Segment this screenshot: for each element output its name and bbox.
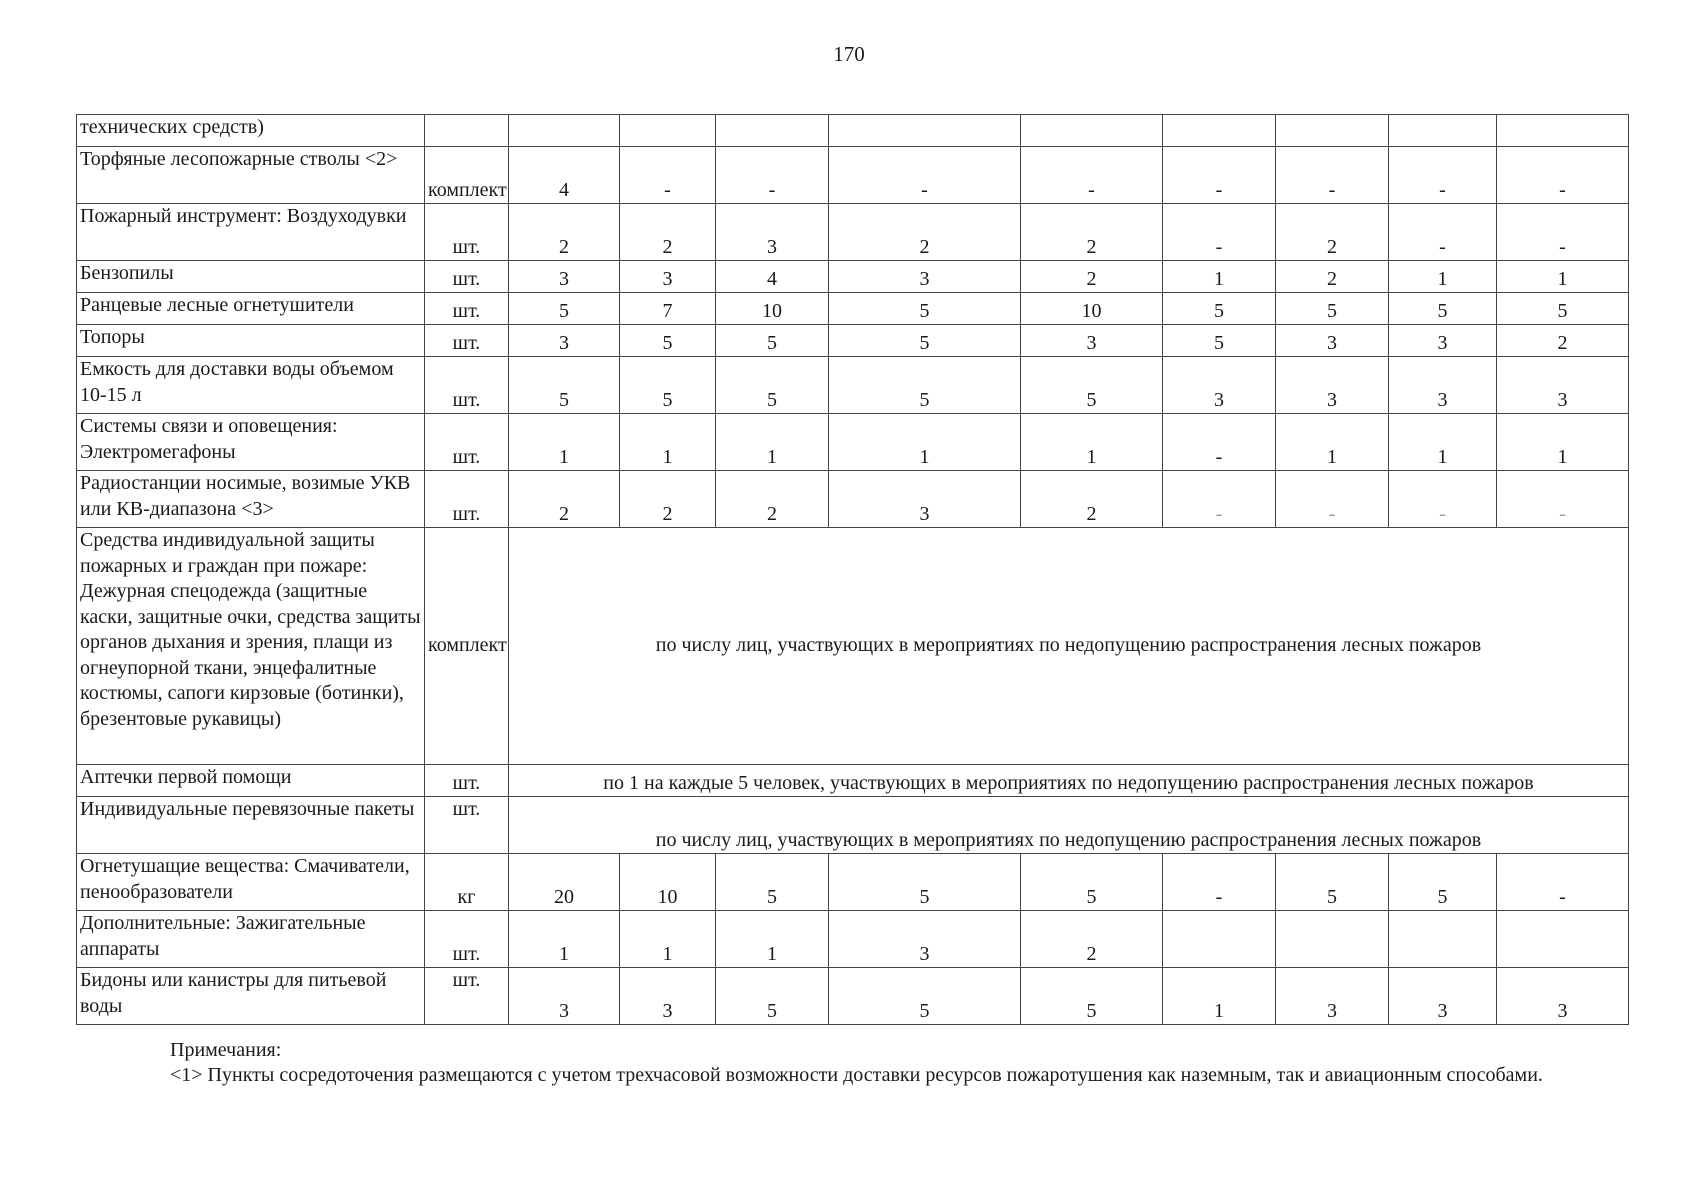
value-cell: - (620, 147, 716, 204)
value-cell: 3 (1497, 968, 1629, 1025)
value-cell: 2 (1021, 261, 1163, 293)
value-cell: 5 (1021, 854, 1163, 911)
value-cell: 5 (1021, 357, 1163, 414)
value-cell: 1 (1389, 261, 1497, 293)
row-unit: шт. (425, 261, 509, 293)
value-cell: 1 (1389, 414, 1497, 471)
value-cell (509, 115, 620, 147)
value-cell: - (1163, 147, 1276, 204)
row-name: Пожарный инструмент: Воздуходувки (77, 204, 425, 261)
notes-heading: Примечания: (170, 1039, 282, 1061)
row-unit: шт. (425, 204, 509, 261)
value-cell: 5 (829, 357, 1021, 414)
table-row (77, 261, 1629, 293)
row-name: Емкость для доставки воды объемом 10-15 л (77, 357, 425, 414)
row-unit: шт. (425, 797, 509, 854)
page-number: 170 (833, 42, 865, 66)
value-cell: 2 (1276, 204, 1389, 261)
value-cell: 5 (716, 854, 829, 911)
value-cell: 3 (1276, 357, 1389, 414)
value-cell: 5 (1163, 325, 1276, 357)
value-cell: - (1163, 471, 1276, 528)
row-unit: комплект (425, 528, 509, 765)
table-row (77, 797, 1629, 854)
value-cell: 5 (1276, 854, 1389, 911)
value-cell: 5 (716, 325, 829, 357)
row-name: Дополнительные: Зажигательные аппараты (77, 911, 425, 968)
value-cell (1021, 115, 1163, 147)
value-cell: 3 (620, 261, 716, 293)
value-cell: 1 (1163, 968, 1276, 1025)
table-row (77, 471, 1629, 528)
value-cell: - (1389, 147, 1497, 204)
value-cell: 2 (1497, 325, 1629, 357)
value-cell (1276, 911, 1389, 968)
value-cell: 3 (829, 911, 1021, 968)
value-cell: 5 (829, 854, 1021, 911)
value-cell: 3 (1389, 968, 1497, 1025)
value-cell: 3 (509, 968, 620, 1025)
value-cell: 2 (1021, 204, 1163, 261)
value-cell: 3 (829, 471, 1021, 528)
row-unit: шт. (425, 293, 509, 325)
value-cell (620, 115, 716, 147)
row-name: Аптечки первой помощи (77, 765, 425, 797)
notes (114, 1038, 1594, 1088)
row-unit: шт. (425, 414, 509, 471)
row-name: Бензопилы (77, 261, 425, 293)
row-name: Огнетушащие вещества: Смачиватели, пенообразователи (77, 854, 425, 911)
row-name: Индивидуальные перевязочные пакеты (77, 797, 425, 854)
value-cell: - (1163, 204, 1276, 261)
value-cell: 1 (509, 911, 620, 968)
table-row (77, 414, 1629, 471)
row-unit: шт. (425, 357, 509, 414)
equipment-table (76, 114, 1629, 1025)
value-cell: 4 (509, 147, 620, 204)
row-unit: кг (425, 854, 509, 911)
value-cell (716, 115, 829, 147)
value-cell: 1 (1497, 261, 1629, 293)
value-cell: - (1389, 204, 1497, 261)
value-cell: 1 (1021, 414, 1163, 471)
value-cell: 5 (1163, 293, 1276, 325)
value-cell (1497, 911, 1629, 968)
value-cell: 7 (620, 293, 716, 325)
value-cell: 2 (1276, 261, 1389, 293)
table-row (77, 325, 1629, 357)
value-cell: 3 (509, 261, 620, 293)
value-cell (1163, 911, 1276, 968)
value-cell: 3 (1389, 357, 1497, 414)
value-cell: 4 (716, 261, 829, 293)
value-cell: - (1389, 471, 1497, 528)
value-cell: 5 (1497, 293, 1629, 325)
row-name: Радиостанции носимые, возимые УКВ или КВ-диапазона <3> (77, 471, 425, 528)
note-1: <1> Пункты сосредоточения размещаются с учетом трехчасовой возможности доставки ресурсов пожаротушения как наземным, так и авиационным способами. (170, 1064, 1543, 1086)
value-cell: - (1276, 147, 1389, 204)
value-cell: 3 (1021, 325, 1163, 357)
value-cell: - (829, 147, 1021, 204)
value-cell: 5 (716, 357, 829, 414)
span-note: по 1 на каждые 5 человек, участвующих в мероприятиях по недопущению распространения лесных пожаров (509, 765, 1629, 797)
value-cell: 5 (1389, 293, 1497, 325)
row-name: Торфяные лесопожарные стволы <2> (77, 147, 425, 204)
row-unit (425, 115, 509, 147)
value-cell: - (1021, 147, 1163, 204)
value-cell: 5 (829, 968, 1021, 1025)
value-cell: 5 (1276, 293, 1389, 325)
value-cell: 2 (1021, 471, 1163, 528)
value-cell: 1 (716, 414, 829, 471)
value-cell: - (1497, 854, 1629, 911)
value-cell: 3 (509, 325, 620, 357)
table-body (77, 115, 1629, 1025)
row-unit: шт. (425, 911, 509, 968)
table-row (77, 357, 1629, 414)
value-cell: - (1163, 414, 1276, 471)
value-cell: 3 (1163, 357, 1276, 414)
value-cell (1497, 115, 1629, 147)
value-cell (1276, 115, 1389, 147)
table-row (77, 115, 1629, 147)
value-cell: 2 (829, 204, 1021, 261)
value-cell: 3 (1389, 325, 1497, 357)
value-cell: - (1497, 471, 1629, 528)
value-cell: - (716, 147, 829, 204)
value-cell: 3 (716, 204, 829, 261)
value-cell: 5 (620, 325, 716, 357)
value-cell: 1 (1497, 414, 1629, 471)
table-row (77, 204, 1629, 261)
value-cell: 5 (1021, 968, 1163, 1025)
table-row (77, 528, 1629, 765)
table-row (77, 765, 1629, 797)
value-cell: 1 (829, 414, 1021, 471)
row-unit: комплект (425, 147, 509, 204)
value-cell: 5 (620, 357, 716, 414)
table-row (77, 911, 1629, 968)
row-unit: шт. (425, 471, 509, 528)
row-unit: шт. (425, 765, 509, 797)
row-name: Системы связи и оповещения: Электромегафоны (77, 414, 425, 471)
value-cell: 1 (509, 414, 620, 471)
row-name: Топоры (77, 325, 425, 357)
row-name: технических средств) (77, 115, 425, 147)
row-name: Бидоны или канистры для питьевой воды (77, 968, 425, 1025)
value-cell: 1 (1163, 261, 1276, 293)
table-row (77, 147, 1629, 204)
value-cell: 5 (1389, 854, 1497, 911)
value-cell: 5 (509, 357, 620, 414)
value-cell: 1 (620, 414, 716, 471)
row-name: Средства индивидуальной защиты пожарных и граждан при пожаре: Дежурная спецодежда (защитные каски, защитные очки, средства защиты органов дыхания и зрения, плащи из огнеупорной ткани, энцефалитные костюмы, сапоги кирзовые (ботинки), брезентовые рукавицы) (77, 528, 425, 765)
value-cell: 3 (1497, 357, 1629, 414)
value-cell: 2 (716, 471, 829, 528)
value-cell: 20 (509, 854, 620, 911)
table-row (77, 968, 1629, 1025)
span-note: по числу лиц, участвующих в мероприятиях по недопущению распространения лесных пожаров (509, 797, 1629, 854)
value-cell (829, 115, 1021, 147)
value-cell: 2 (620, 471, 716, 528)
span-note: по числу лиц, участвующих в мероприятиях по недопущению распространения лесных пожаров (509, 528, 1629, 765)
value-cell: 3 (620, 968, 716, 1025)
value-cell (1163, 115, 1276, 147)
value-cell: 2 (620, 204, 716, 261)
row-unit: шт. (425, 968, 509, 1025)
value-cell: 5 (716, 968, 829, 1025)
value-cell: - (1276, 471, 1389, 528)
row-unit: шт. (425, 325, 509, 357)
value-cell (1389, 911, 1497, 968)
value-cell: 3 (1276, 968, 1389, 1025)
value-cell: 10 (620, 854, 716, 911)
value-cell: 2 (509, 471, 620, 528)
value-cell: 1 (1276, 414, 1389, 471)
value-cell: 1 (716, 911, 829, 968)
value-cell: - (1497, 147, 1629, 204)
value-cell: 10 (716, 293, 829, 325)
value-cell: 10 (1021, 293, 1163, 325)
value-cell (1389, 115, 1497, 147)
value-cell: 5 (829, 325, 1021, 357)
value-cell: 3 (1276, 325, 1389, 357)
value-cell: - (1497, 204, 1629, 261)
table-row (77, 854, 1629, 911)
value-cell: - (1163, 854, 1276, 911)
table-row (77, 293, 1629, 325)
value-cell: 2 (1021, 911, 1163, 968)
row-name: Ранцевые лесные огнетушители (77, 293, 425, 325)
value-cell: 2 (509, 204, 620, 261)
value-cell: 1 (620, 911, 716, 968)
value-cell: 5 (509, 293, 620, 325)
value-cell: 3 (829, 261, 1021, 293)
value-cell: 5 (829, 293, 1021, 325)
